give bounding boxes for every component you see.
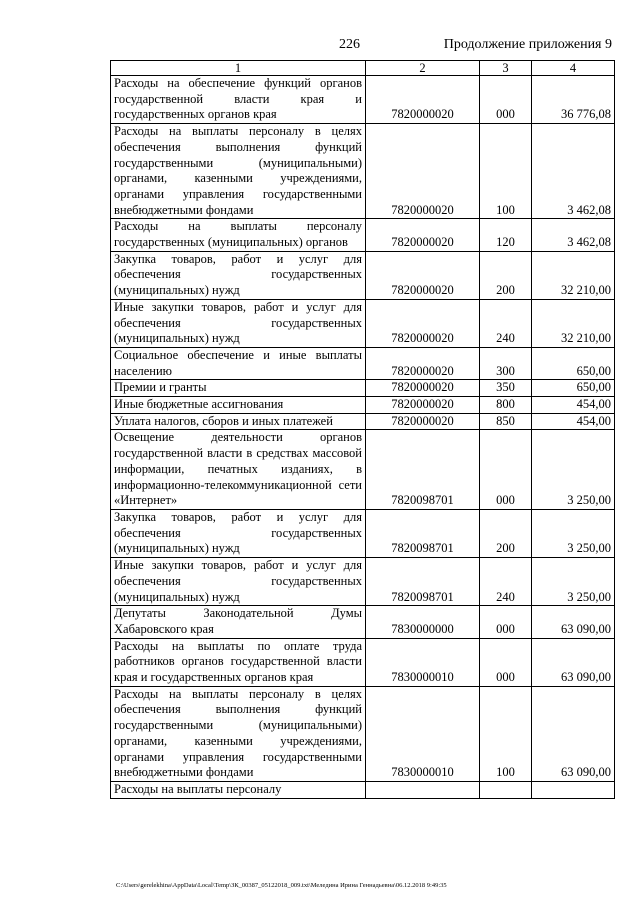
row-type-cell: 240 — [480, 299, 532, 347]
row-name-cell: Закупка товаров, работ и услуг для обеспечения государственных (муниципальных) нужд — [111, 509, 366, 557]
row-code-cell: 7820000020 — [366, 413, 480, 430]
row-name-cell: Иные закупки товаров, работ и услуг для обеспечения государственных (муниципальных) нужд — [111, 299, 366, 347]
column-header-type: 3 — [480, 61, 532, 76]
row-code-cell: 7830000010 — [366, 638, 480, 686]
table-row — [111, 606, 615, 638]
budget-table — [110, 60, 615, 799]
row-sum-cell: 32 210,00 — [532, 299, 615, 347]
table-row — [111, 251, 615, 299]
row-code-cell: 7820000020 — [366, 124, 480, 219]
row-code-cell: 7830000010 — [366, 686, 480, 781]
column-header-sum: 4 — [532, 61, 615, 76]
row-type-cell: 350 — [480, 380, 532, 397]
row-sum-cell: 3 462,08 — [532, 219, 615, 251]
table-row — [111, 124, 615, 219]
row-code-cell: 7820000020 — [366, 299, 480, 347]
row-sum-cell: 36 776,08 — [532, 76, 615, 124]
table-row — [111, 638, 615, 686]
table-row — [111, 413, 615, 430]
row-type-cell: 200 — [480, 251, 532, 299]
table-row — [111, 781, 615, 798]
row-name-cell: Расходы на выплаты по оплате труда работников органов государственной власти края и государственных органов края — [111, 638, 366, 686]
table-row — [111, 299, 615, 347]
row-name-cell: Освещение деятельности органов государственной власти в средствах массовой информации, печатных изданиях, в информационно-телекоммуникационной сети «Интернет» — [111, 430, 366, 510]
row-name-cell: Иные закупки товаров, работ и услуг для обеспечения государственных (муниципальных) нужд — [111, 558, 366, 606]
page-number: 226 — [339, 37, 360, 52]
row-name-cell: Премии и гранты — [111, 380, 366, 397]
row-name-cell: Расходы на выплаты персоналу в целях обеспечения выполнения функций государственными (муниципальными) органами, казенными учреждениями, органами управления государственными внебюджетными фондами — [111, 686, 366, 781]
row-type-cell: 000 — [480, 606, 532, 638]
header-row — [111, 61, 615, 76]
row-code-cell: 7820000020 — [366, 347, 480, 379]
table-row — [111, 76, 615, 124]
column-header-code: 2 — [366, 61, 480, 76]
row-code-cell: 7820000020 — [366, 380, 480, 397]
row-code-cell: 7820000020 — [366, 251, 480, 299]
table-row — [111, 509, 615, 557]
row-code-cell: 7820000020 — [366, 219, 480, 251]
row-code-cell — [366, 781, 480, 798]
row-sum-cell: 650,00 — [532, 380, 615, 397]
row-code-cell: 7820098701 — [366, 558, 480, 606]
row-name-cell: Уплата налогов, сборов и иных платежей — [111, 413, 366, 430]
row-name-cell: Расходы на обеспечение функций органов государственной власти края и государственных органов края — [111, 76, 366, 124]
row-sum-cell: 32 210,00 — [532, 251, 615, 299]
column-header-name: 1 — [111, 61, 366, 76]
row-type-cell: 000 — [480, 430, 532, 510]
row-type-cell: 850 — [480, 413, 532, 430]
row-sum-cell: 3 250,00 — [532, 509, 615, 557]
row-name-cell: Расходы на выплаты персоналу — [111, 781, 366, 798]
row-sum-cell: 63 090,00 — [532, 638, 615, 686]
row-type-cell: 100 — [480, 686, 532, 781]
row-sum-cell: 454,00 — [532, 413, 615, 430]
file-path-footer: C:\Users\gerelekhina\AppData\Local\Temp\ЗК_00387_05122018_009.txt\Меледина Ирина Геннадьевна\06.12.2018 9:49:35 — [116, 882, 447, 889]
row-name-cell: Иные бюджетные ассигнования — [111, 397, 366, 414]
row-type-cell — [480, 781, 532, 798]
row-sum-cell: 3 250,00 — [532, 558, 615, 606]
continuation-heading: Продолжение приложения 9 — [443, 37, 612, 52]
table-row — [111, 686, 615, 781]
row-sum-cell: 454,00 — [532, 397, 615, 414]
row-sum-cell — [532, 781, 615, 798]
row-code-cell: 7820000020 — [366, 76, 480, 124]
table-row — [111, 380, 615, 397]
row-sum-cell: 3 250,00 — [532, 430, 615, 510]
row-type-cell: 000 — [480, 638, 532, 686]
row-code-cell: 7820098701 — [366, 430, 480, 510]
table-row — [111, 430, 615, 510]
table-row — [111, 558, 615, 606]
table-row — [111, 347, 615, 379]
row-code-cell: 7820098701 — [366, 509, 480, 557]
row-type-cell: 200 — [480, 509, 532, 557]
table-row — [111, 219, 615, 251]
row-name-cell: Расходы на выплаты персоналу государственных (муниципальных) органов — [111, 219, 366, 251]
row-type-cell: 300 — [480, 347, 532, 379]
row-name-cell: Закупка товаров, работ и услуг для обеспечения государственных (муниципальных) нужд — [111, 251, 366, 299]
row-name-cell: Депутаты Законодательной Думы Хабаровского края — [111, 606, 366, 638]
row-sum-cell: 63 090,00 — [532, 686, 615, 781]
row-sum-cell: 63 090,00 — [532, 606, 615, 638]
table-row — [111, 397, 615, 414]
row-type-cell: 800 — [480, 397, 532, 414]
row-type-cell: 000 — [480, 76, 532, 124]
row-name-cell: Расходы на выплаты персоналу в целях обеспечения выполнения функций государственными (муниципальными) органами, казенными учреждениями, органами управления государственными внебюджетными фондами — [111, 124, 366, 219]
row-sum-cell: 3 462,08 — [532, 124, 615, 219]
row-name-cell: Социальное обеспечение и иные выплаты населению — [111, 347, 366, 379]
row-code-cell: 7830000000 — [366, 606, 480, 638]
row-code-cell: 7820000020 — [366, 397, 480, 414]
row-type-cell: 100 — [480, 124, 532, 219]
row-sum-cell: 650,00 — [532, 347, 615, 379]
row-type-cell: 240 — [480, 558, 532, 606]
row-type-cell: 120 — [480, 219, 532, 251]
